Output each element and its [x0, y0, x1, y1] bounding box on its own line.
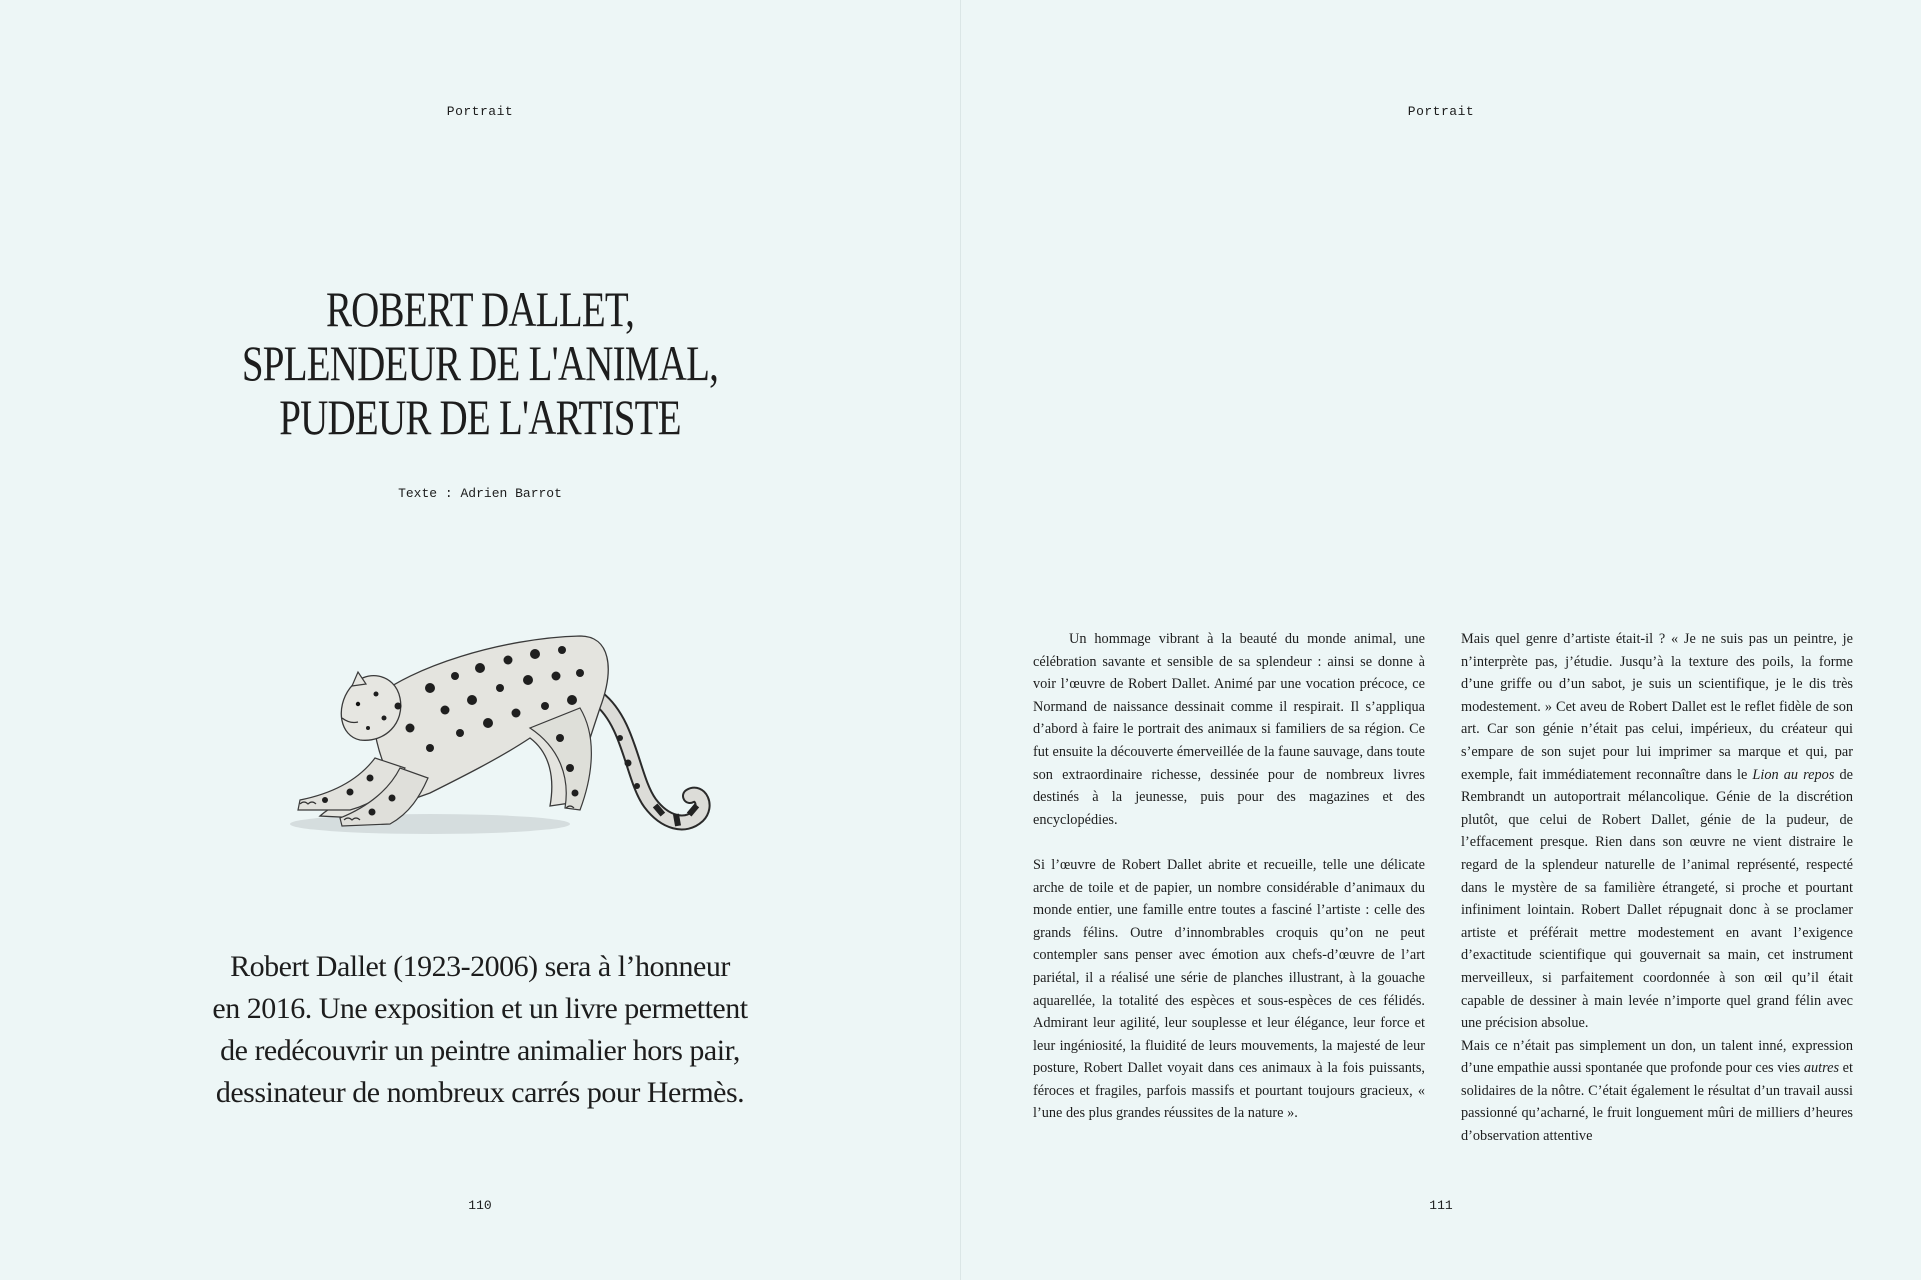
- running-head: Portrait: [1407, 104, 1475, 119]
- right-page: [961, 0, 1921, 1280]
- text-column-1: [1033, 628, 1425, 1125]
- byline: Texte : Adrien Barrot: [398, 486, 562, 501]
- text-column-2: [1461, 628, 1853, 1148]
- standfirst-line: en 2016. Une exposition et un livre permettent: [212, 992, 748, 1025]
- text-run: Mais quel genre d’artiste était-il ? « Je ne suis pas un peintre, je n’interprète pas, j’étudie. Jusqu’à la texture des poils, la forme d’une griffe ou d’un sabot, je suis un scientifique, je le dis très modestement. » Cet aveu de Robert Dallet est le reflet fidèle de son art. Car son génie n’était pas celui, impérieux, du créateur qui s’empare de son sujet pour lui imprimer sa marque et qui, par exemple, fait immédiatement reconnaître dans le: [1461, 631, 1853, 783]
- title-line: PUDEUR DE L'ARTISTE: [279, 389, 681, 445]
- artwork-title: Lion au repos: [1752, 766, 1835, 783]
- paragraph: [1461, 628, 1853, 1035]
- left-page: [0, 0, 960, 1280]
- page-number: 111: [1429, 1198, 1453, 1213]
- title-line: ROBERT DALLET,: [325, 281, 635, 337]
- paragraph: [1461, 1035, 1853, 1148]
- standfirst: [190, 946, 770, 1114]
- running-head: Portrait: [446, 104, 514, 119]
- title-line: SPLENDEUR DE L'ANIMAL,: [241, 335, 719, 391]
- standfirst-line: de redécouvrir un peintre animalier hors pair,: [220, 1034, 740, 1067]
- paragraph: Si l’œuvre de Robert Dallet abrite et recueille, telle une délicate arche de toile et de papier, un nombre considérable d’animaux du monde entier, une famille entre toutes a fasciné l’artiste : celle des grands félins. Outre d’innombrables croquis qu’on ne peut contempler sans penser avec émotion aux chefs-d’œuvre de l’art pariétal, il a réalisé une série de planches illustrant, à la gouache aquarellée, la totalité des espèces et sous-espèces de ces félidés. Admirant leur agilité, leur souplesse et leur élégance, leur force et leur ingéniosité, la fluidité de leurs mouvements, la majesté de leur posture, Robert Dallet voyait dans ces animaux à la fois puissants, féroces et fragiles, parfois massifs et pourtant toujours gracieux, « l’une des plus grandes réussites de la nature ».: [1033, 856, 1425, 1122]
- standfirst-line: dessinateur de nombreux carrés pour Hermès.: [215, 1076, 745, 1109]
- page-number: 110: [468, 1198, 492, 1213]
- paragraph: Un hommage vibrant à la beauté du monde animal, une célébration savante et sensible de sa splendeur : ainsi se donne à voir l’œuvre de Robert Dallet. Animé par une vocation précoce, ce Normand de naissance dessinait comme il respirait. Il s’appliqua d’abord à faire le portrait des animaux si familiers de sa région. Ce fut ensuite la découverte émerveillée de la faune sauvage, dans toute son extraordinaire richesse, dessinée pour de nombreux livres destinés à la jeunesse, puis pour des magazines et des encyclopédies.: [1033, 631, 1425, 828]
- standfirst-line: Robert Dallet (1923-2006) sera à l’honneur: [230, 950, 730, 983]
- text-run: Mais ce n’était pas simplement un don, un talent inné, expression d’une empathie aussi spontanée que profonde pour ces vies: [1461, 1037, 1853, 1077]
- emphasis: autres: [1803, 1060, 1840, 1077]
- article-title: [106, 282, 855, 444]
- text-run: et solidaires de la nôtre. C’était également le résultat d’un travail aussi passionné qu’acharné, le fruit longuement mûri de milliers d’heures d’observation attentive: [1461, 1060, 1853, 1145]
- text-run: de Rembrandt un autoportrait mélancolique. Génie de la discrétion plutôt, que celui de Robert Dallet, génie de la pudeur, de l’effacement presque. Rien dans son œuvre ne vient distraire le regard de la splendeur naturelle de l’animal représenté, respecté dans le mystère de sa familière étrangeté, si proche et pourtant infiniment lointain. Robert Dallet répugnait donc à se proclamer artiste et préférait mettre modestement en avant l’exigence d’exactitude scientifique qui gouvernait sa main, cet instrument merveilleux, si parfaitement coordonnée à son œil qu’il était capable de dessiner à main levée n’importe quel grand félin avec une précision absolue.: [1461, 766, 1853, 1032]
- leopard-drawing: [280, 628, 720, 848]
